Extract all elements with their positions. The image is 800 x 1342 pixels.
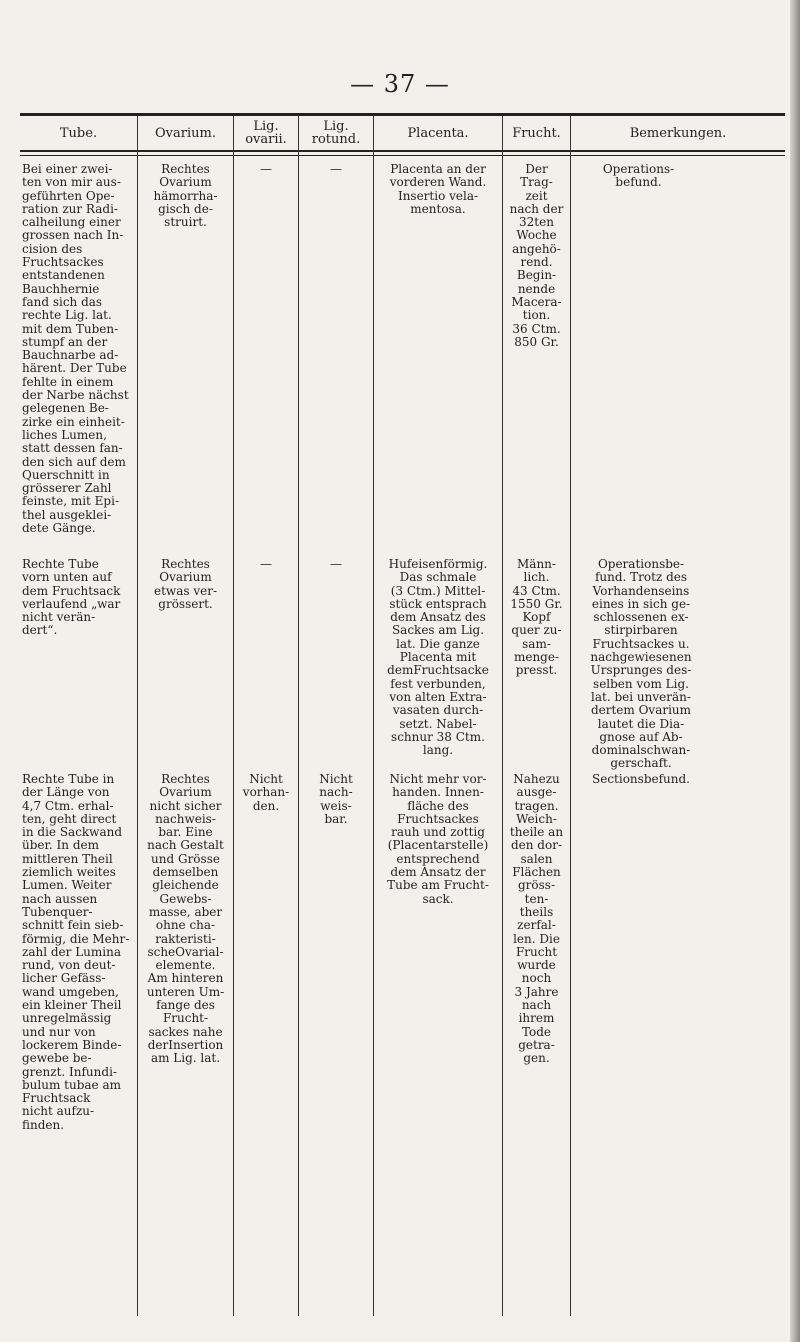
header-lig-ovarii: Lig. ovarii. [245,119,287,147]
header-tube: Tube. [59,125,98,141]
row1-placenta: Placenta an der vorderen Wand. Insertio vela- mentosa. [389,163,487,216]
row3-ovarium: Rechtes Ovarium nicht sicher nachweis- bar. Eine nach Gestalt und Grösse demselben gleichende Gewebs- masse, aber ohne cha- rakteristi- scheOvarial- elemente. Am hinteren unteren Um- fange des Frucht- sackes nahe derInsertion am Lig. lat. [146,773,225,1066]
table-header-rule [20,150,785,152]
row3-lig-ovarii: Nicht vorhan- den. [242,773,290,813]
column-divider [233,116,234,1316]
row3-placenta: Nicht mehr vor- handen. Innen- fläche des Fruchtsackes rauh und zottig (Placentarstelle) entsprechend dem Ansatz der Tube am Frucht- sack. [387,773,489,906]
page-edge-shadow [790,0,800,1342]
row1-lig-rotund: — [330,163,342,176]
row3-tube: Rechte Tube in der Länge von 4,7 Ctm. erhal- ten, geht direct in die Sackwand über. In dem mittleren Theil ziemlich weites Lumen. Weiter nach aussen Tubenquer- schnitt fein sieb- förmig, die Mehr- zahl der Lumina rund, von deut- licher Gefäss- wand umgeben, ein kleiner Theil unregelmässig und nur von lockerem Binde- gewebe be- grenzt. Infundi- bulum tubae am Fruchtsack nicht aufzu- finden. [22,773,130,1132]
row1-ovarium: Rechtes Ovarium hämorrha- gisch de- struirt. [153,163,218,230]
row2-lig-rotund: — [330,558,342,571]
row2-ovarium: Rechtes Ovarium etwas ver- grössert. [154,558,217,611]
row1-lig-ovarii: — [260,163,272,176]
row2-lig-ovarii: — [260,558,272,571]
row3-lig-rotund: Nicht nach- weis- bar. [319,773,353,826]
column-divider [137,116,138,1316]
header-placenta: Placenta. [407,125,469,141]
row1-frucht: Der Trag- zeit nach der 32ten Woche angehö- rend. Begin- nende Macera- tion. 36 Ctm. 850 Gr. [509,163,564,349]
row3-bemerkungen: Sectionsbefund. [592,773,690,786]
header-ovarium: Ovarium. [155,125,216,141]
row2-frucht: Männ- lich. 43 Ctm. 1550 Gr. Kopf quer zu- sam- menge- presst. [510,558,563,678]
table-header-rule-thin [20,155,785,156]
table-top-rule [20,113,785,116]
header-bemerkungen: Bemerkungen. [629,125,727,141]
column-divider [298,116,299,1316]
header-frucht: Frucht. [512,125,561,141]
row1-tube: Bei einer zwei- ten von mir aus- geführten Ope- ration zur Radi- calheilung einer grossen nach In- cision des Fruchtsackes entstandenen Bauchhernie fand sich das rechte Lig. lat. mit dem Tuben- stumpf an der Bauchnarbe ad- härent. Der Tube fehlte in einem der Narbe nächst gelegenen Be- zirke ein einheit- liches Lumen, statt dessen fan- den sich auf dem Querschnitt in grösserer Zahl feinste, mit Epi- thel ausgeklei- dete Gänge. [22,163,129,536]
row2-placenta: Hufeisenförmig. Das schmale (3 Ctm.) Mittel- stück entsprach dem Ansatz des Sackes am Lig. lat. Die ganze Placenta mit demFruchtsacke fest verbunden, von alten Extra- vasaten durch- setzt. Nabel- schnur 38 Ctm. lang. [387,558,489,758]
page-number: — 37 — [350,70,450,98]
row1-bemerkungen: Operations- befund. [602,163,675,190]
row3-frucht: Nahezu ausge- tragen. Weich- theile an den dor- salen Flächen gröss- ten- theils zerfal- len. Die Frucht wurde noch 3 Jahre nach ihrem Tode getra- gen. [509,773,564,1066]
header-lig-rotund: Lig. rotund. [311,119,361,147]
row2-bemerkungen: Operationsbe- fund. Trotz des Vorhandenseins eines in sich ge- schlossenen ex- stirpirbaren Fruchtsackes u. nachgewiesenen Ursprunges des- selben vom Lig. lat. bei unverän- dertem Ovarium lautet die Dia- gnose auf Ab- dominalschwan- gerschaft. [590,558,692,771]
row2-tube: Rechte Tube vorn unten auf dem Fruchtsack verlaufend „war nicht verän- dert“. [22,558,121,638]
